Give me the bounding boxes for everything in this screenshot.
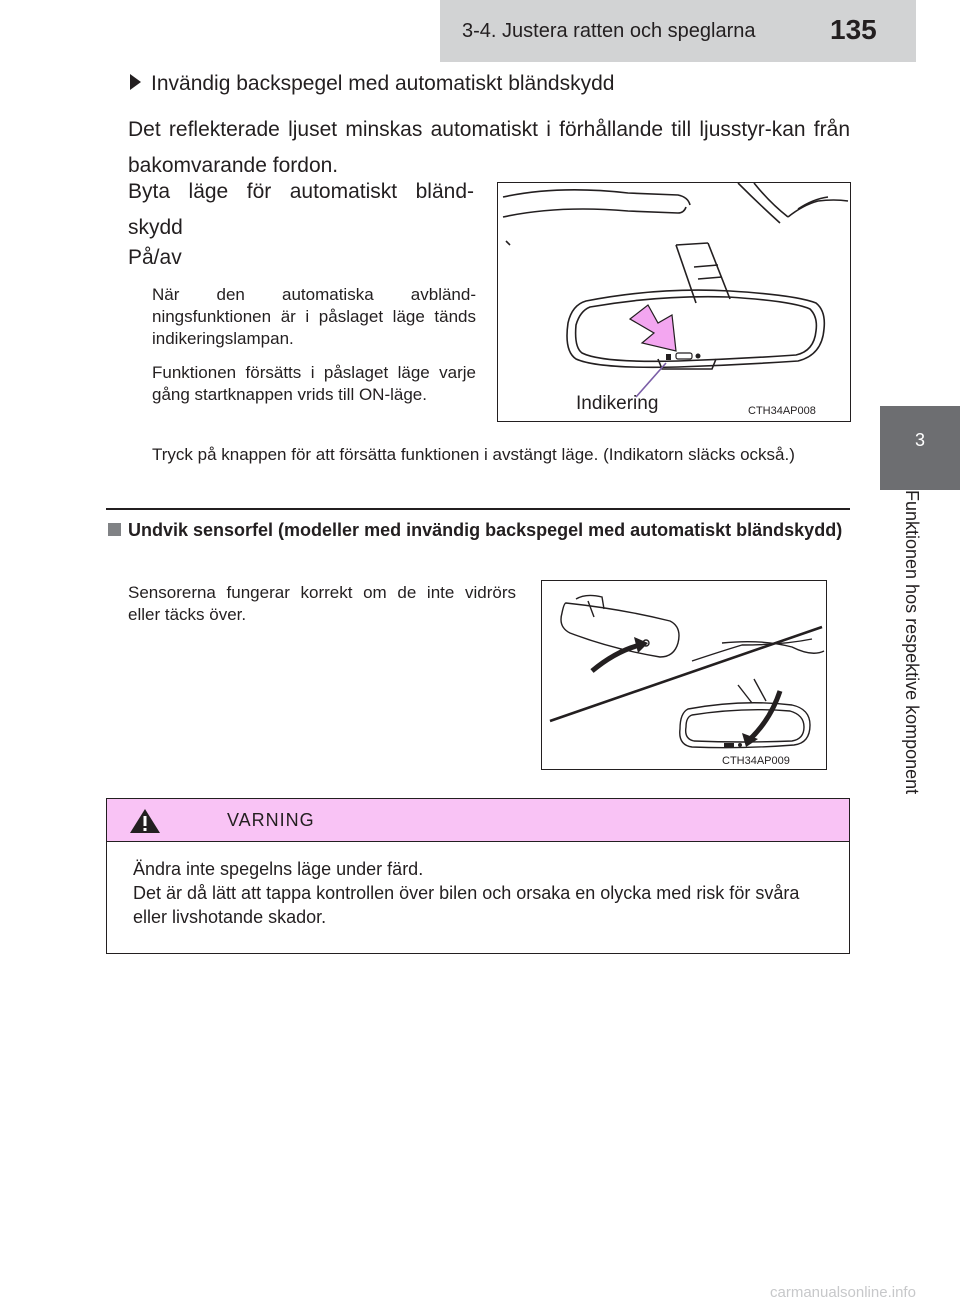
sensor-illustration: [542, 581, 826, 769]
section-title: 3-4. Justera ratten och speglarna: [462, 20, 756, 42]
figure-code: CTH34AP009: [722, 755, 790, 767]
sensor-heading: Undvik sensorfel (modeller med invändig backspegel med automatiskt bländskydd): [108, 518, 850, 542]
chapter-title: Funktionen hos respektive komponent: [902, 490, 922, 795]
warning-line-2: Det är då lätt att tappa kontrollen över bilen och orsaka en olycka med risk för svåra eller livshotande skador.: [133, 883, 800, 927]
sensor-text: Sensorerna fungerar korrekt om de inte vidrörs eller täcks över.: [128, 583, 516, 624]
on-note: När den automatiska avbländ-ningsfunktionen är i påslaget läge tänds indikeringslampan.: [152, 285, 476, 348]
intro-paragraph: Det reflekterade ljuset minskas automatiskt i förhållande till ljusstyr-kan från bakomvarande fordon.: [128, 118, 850, 177]
sensor-location-figure: [541, 580, 827, 770]
triangle-bullet-icon: [130, 74, 141, 90]
mirror-indicator-figure: [497, 182, 851, 422]
off-note: Tryck på knappen för att försätta funktionen i avstängt läge. (Indikatorn släcks också.): [152, 445, 795, 464]
mirror-illustration: [498, 183, 850, 421]
start-note: Funktionen försätts i påslaget läge varje gång startknappen vrids till ON-läge.: [152, 363, 476, 404]
chapter-number: 3: [914, 430, 925, 450]
warning-line-1: Ändra inte spegelns läge under färd.: [133, 859, 424, 879]
watermark: carmanualsonline.info: [770, 1284, 916, 1301]
topic-heading: Invändig backspegel med automatiskt bländskydd: [130, 72, 614, 96]
section-divider: [106, 508, 850, 510]
page-number: 135: [830, 14, 877, 45]
warning-title: VARNING: [227, 810, 315, 830]
square-bullet-icon: [108, 523, 121, 536]
warning-box: [106, 798, 850, 954]
on-off-text: På/av: [128, 246, 182, 269]
warning-header: [107, 799, 849, 842]
switch-mode-text: Byta läge för automatiskt bländ-skydd: [128, 180, 474, 239]
indicator-label: Indikering: [576, 393, 659, 414]
warning-body: [133, 857, 833, 929]
figure-code: CTH34AP008: [748, 405, 816, 417]
warning-triangle-icon: [128, 807, 162, 835]
